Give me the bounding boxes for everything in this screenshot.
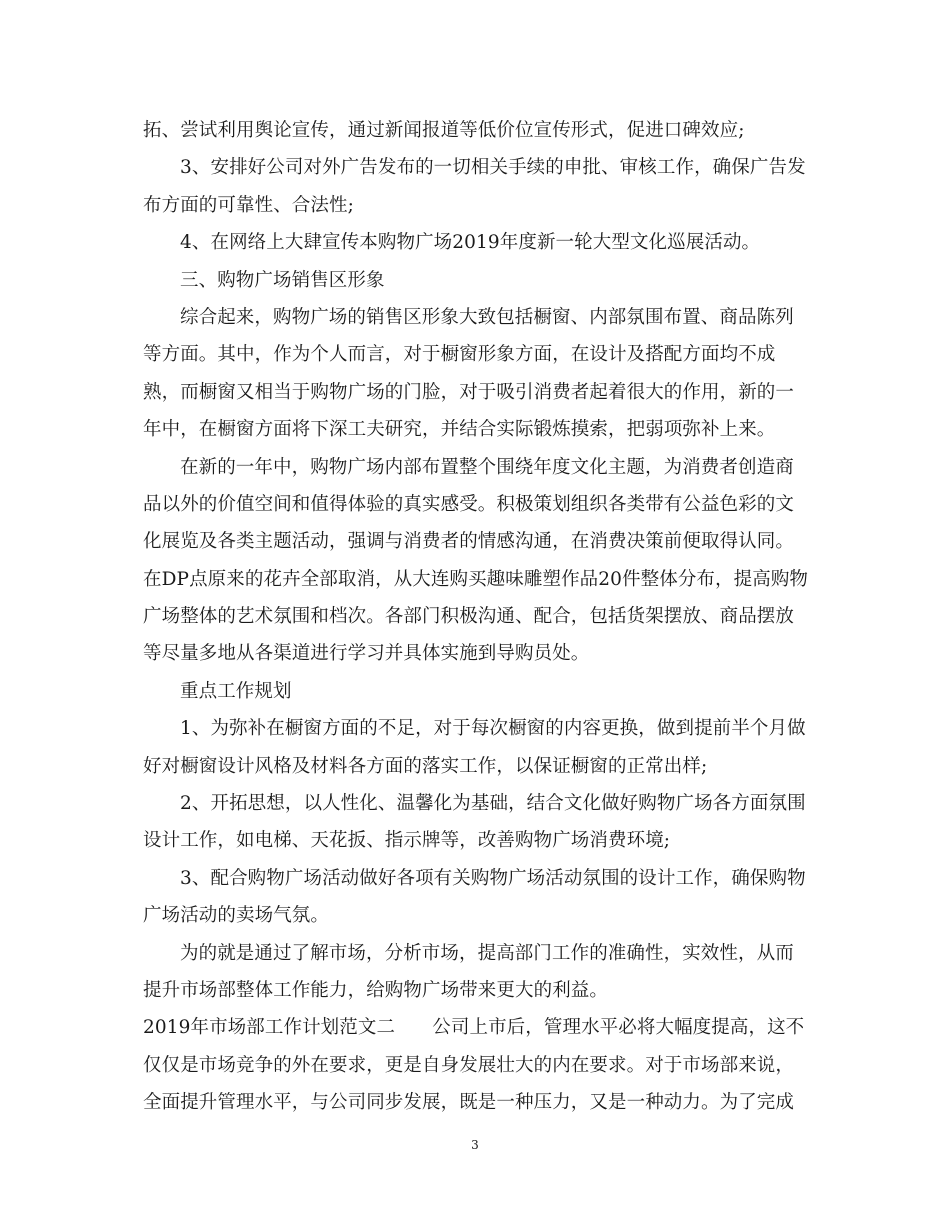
section-heading: 重点工作规划 xyxy=(180,680,292,702)
paragraph-line: 化展览及各类主题活动，强调与消费者的情感沟通，在消费决策前便取得认同。 xyxy=(143,531,795,553)
paragraph-line: 在新的一年中，购物广场内部布置整个围绕年度文化主题，为消费者创造商 xyxy=(180,456,794,478)
text-line: 布方面的可靠性、合法性; xyxy=(143,194,354,216)
paragraph-line: 全面提升管理水平，与公司同步发展，既是一种压力，又是一种动力。为了完成 xyxy=(143,1092,795,1114)
paragraph-line: 广场整体的艺术氛围和档次。各部门积极沟通、配合，包括货架摆放、商品摆放 xyxy=(143,606,795,628)
list-item: 广场活动的卖场气氛。 xyxy=(143,905,330,927)
paragraph-line: 2019年市场部工作计划范文二 公司上市后，管理水平必将大幅度提高，这不 xyxy=(143,1017,805,1039)
list-item: 1、为弥补在橱窗方面的不足，对于每次橱窗的内容更换，做到提前半个月做 xyxy=(180,718,806,740)
page-number: 3 xyxy=(471,1138,479,1152)
list-item: 好对橱窗设计风格及材料各方面的落实工作，以保证橱窗的正常出样; xyxy=(143,755,708,777)
paragraph-line: 综合起来，购物广场的销售区形象大致包括橱窗、内部氛围布置、商品陈列 xyxy=(180,306,794,328)
list-item: 设计工作，如电梯、天花扳、指示牌等，改善购物广场消费环境; xyxy=(143,830,671,852)
text-line: 拓、尝试利用舆论宣传，通过新闻报道等低价位宣传形式，促进口碑效应; xyxy=(143,120,745,141)
paragraph-line: 提升市场部整体工作能力，给购物广场带来更大的利益。 xyxy=(143,979,609,1001)
paragraph-line: 年中，在橱窗方面将下深工夫研究，并结合实际锻炼摸索，把弱项弥补上来。 xyxy=(143,419,776,441)
list-item: 4、在网络上大肆宣传本购物广场2019年度新一轮大型文化巡展活动。 xyxy=(180,232,761,254)
section-heading: 三、购物广场销售区形象 xyxy=(180,269,385,291)
document-body xyxy=(143,112,809,1122)
paragraph-line: 等方面。其中，作为个人而言，对于橱窗形象方面，在设计及搭配方面均不成 xyxy=(143,344,776,366)
list-item: 3、安排好公司对外广告发布的一切相关手续的申批、审核工作，确保广告发 xyxy=(180,157,806,179)
paragraph-line: 熟，而橱窗又相当于购物广场的门脸，对于吸引消费者起着很大的作用，新的一 xyxy=(143,381,795,403)
paragraph-line: 仅仅是市场竞争的外在要求，更是自身发展壮大的内在要求。对于市场部来说， xyxy=(143,1054,795,1076)
list-item: 3、配合购物广场活动做好各项有关购物广场活动氛围的设计工作，确保购物 xyxy=(180,867,806,889)
paragraph-line: 在DP点原来的花卉全部取消，从大连购买趣味雕塑作品20件整体分布，提高购物 xyxy=(143,568,809,590)
paragraph-line: 等尽量多地从各渠道进行学习并具体实施到导购员处。 xyxy=(143,643,590,665)
paragraph-line: 品以外的价值空间和值得体验的真实感受。积极策划组织各类带有公益色彩的文 xyxy=(143,493,795,515)
paragraph-line: 为的就是通过了解市场，分析市场，提高部门工作的准确性，实效性，从而 xyxy=(180,942,794,964)
list-item: 2、开拓思想，以人性化、温馨化为基础，结合文化做好购物广场各方面氛围 xyxy=(180,793,806,815)
